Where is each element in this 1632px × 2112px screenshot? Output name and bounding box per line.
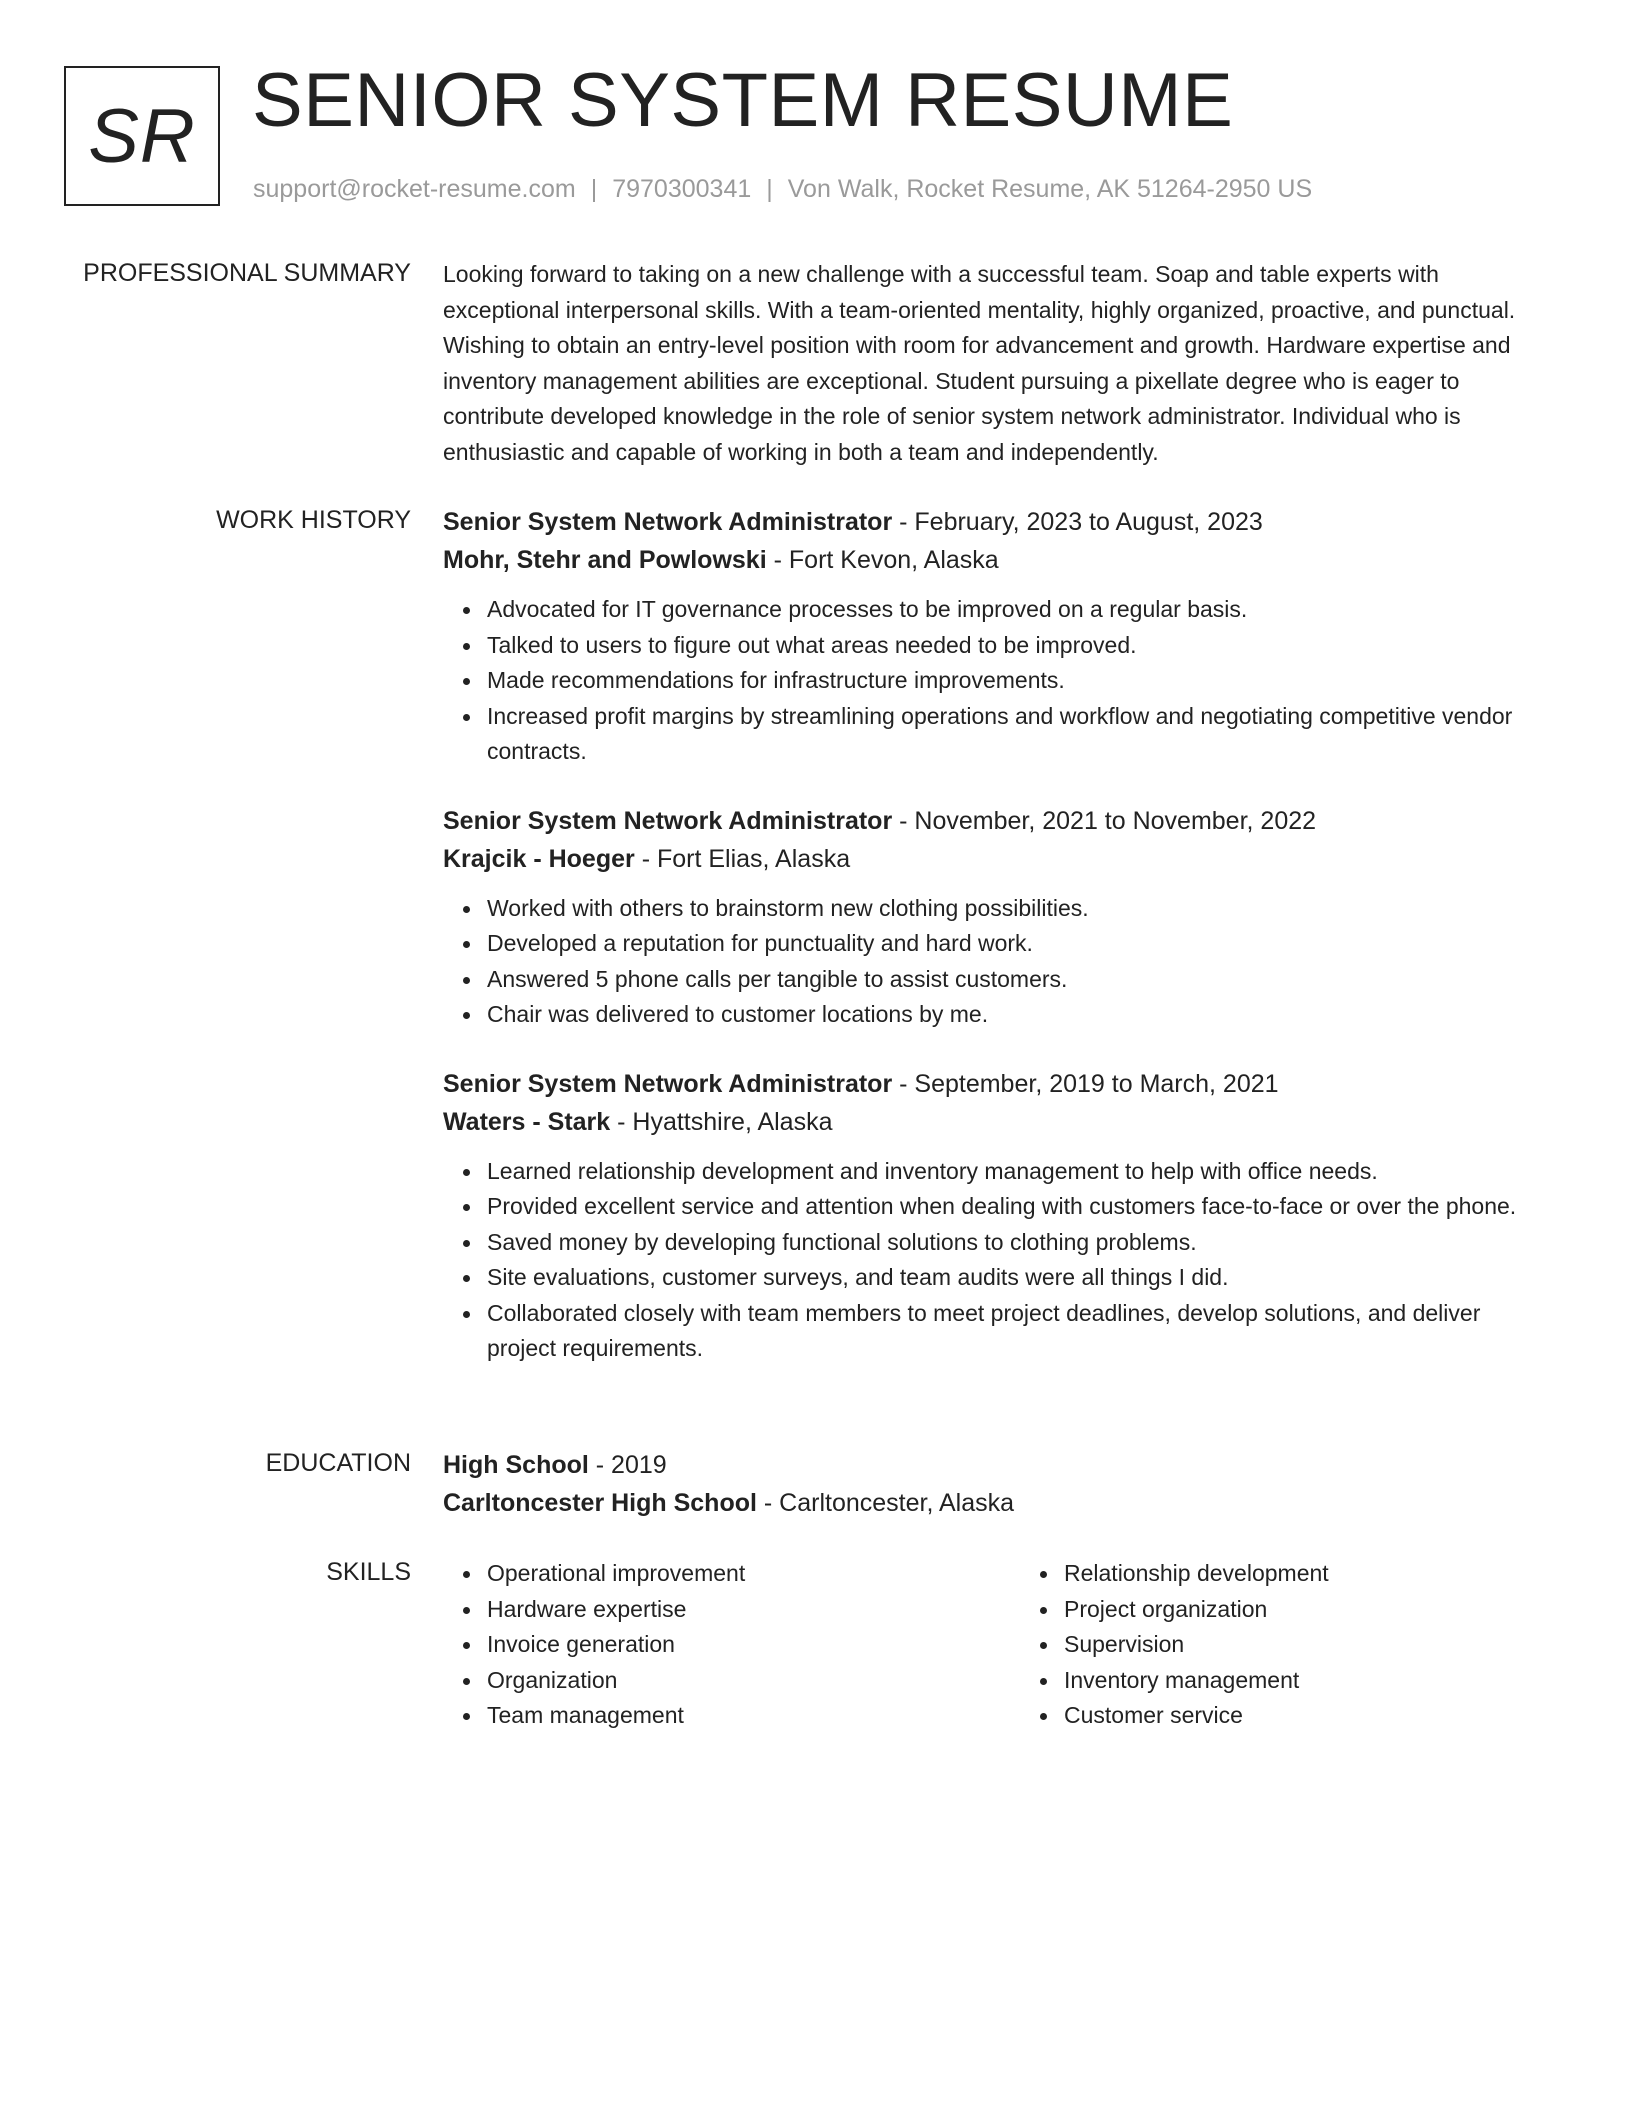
job-bullets — [443, 1154, 1553, 1367]
contact-separator: | — [590, 175, 598, 203]
job-company: Krajcik - Hoeger — [443, 844, 635, 873]
job-bullet: Collaborated closely with team members to meet project deadlines, develop solutions, and deliver project requirements. — [487, 1296, 1553, 1367]
skill-item: Customer service — [1064, 1698, 1553, 1734]
skill-item: Operational improvement — [487, 1556, 1020, 1592]
job-bullet: Advocated for IT governance processes to be improved on a regular basis. — [487, 592, 1553, 628]
education-year: - 2019 — [588, 1451, 667, 1479]
job-bullet: Site evaluations, customer surveys, and team audits were all things I did. — [487, 1260, 1553, 1296]
summary-body — [443, 257, 1553, 470]
job-company-line — [443, 840, 1553, 878]
resume-name: SENIOR SYSTEM RESUME — [252, 58, 1234, 143]
job-location: - Fort Kevon, Alaska — [766, 546, 999, 574]
contact-email: support@rocket-resume.com — [253, 175, 576, 203]
job-bullet: Saved money by developing functional solutions to clothing problems. — [487, 1225, 1553, 1261]
skill-item: Organization — [487, 1663, 1020, 1699]
contact-phone: 7970300341 — [612, 175, 752, 203]
job-dates: - February, 2023 to August, 2023 — [892, 508, 1263, 536]
education-degree-line — [443, 1446, 1553, 1484]
job-title-line — [443, 802, 1553, 840]
summary-text: Looking forward to taking on a new challenge with a successful team. Soap and table experts with exceptional interpersonal skills. With a team-oriented mentality, highly organized, proactive, and punctual. Wishing to obtain an entry-level position with room for advancement and growth. Hardware expertise and inventory management abilities are exceptional. Student pursuing a pixellate degree who is eager to contribute developed knowledge in the role of senior system network administrator. Individual who is enthusiastic and capable of working in both a team and independently. — [443, 261, 1516, 465]
job-role: Senior System Network Administrator — [443, 806, 893, 835]
job-company: Mohr, Stehr and Powlowski — [443, 546, 767, 574]
job-company-line — [443, 541, 1553, 579]
contact-address: Von Walk, Rocket Resume, AK 51264-2950 US — [787, 175, 1313, 203]
skill-item: Supervision — [1064, 1627, 1553, 1663]
job-bullet: Developed a reputation for punctuality and hard work. — [487, 926, 1553, 962]
education-body — [443, 1446, 1553, 1522]
work-history-body — [443, 503, 1553, 1399]
education-location: - Carltoncester, Alaska — [756, 1489, 1015, 1517]
job-bullets — [443, 592, 1553, 770]
job-entry — [443, 1065, 1553, 1367]
monogram-box — [64, 66, 220, 206]
job-dates: - September, 2019 to March, 2021 — [892, 1069, 1279, 1098]
job-bullet: Increased profit margins by streamlining operations and workflow and negotiating competitive vendor contracts. — [487, 699, 1553, 770]
skills-heading: SKILLS — [326, 1558, 411, 1586]
contact-separator: | — [766, 175, 773, 203]
job-title-line — [443, 503, 1553, 541]
job-dates: - November, 2021 to November, 2022 — [892, 806, 1317, 835]
job-bullet: Worked with others to brainstorm new clothing possibilities. — [487, 891, 1553, 927]
job-title-line — [443, 1065, 1553, 1103]
job-bullets — [443, 891, 1553, 1033]
education-degree: High School — [443, 1451, 589, 1479]
skill-item: Team management — [487, 1698, 1020, 1734]
summary-heading: PROFESSIONAL SUMMARY — [83, 259, 411, 287]
job-company-line — [443, 1103, 1553, 1141]
job-bullet: Learned relationship development and inventory management to help with office needs. — [487, 1154, 1553, 1190]
work-history-heading: WORK HISTORY — [216, 506, 411, 534]
skills-body — [443, 1556, 1553, 1734]
job-bullet: Provided excellent service and attention when dealing with customers face-to-face or over the phone. — [487, 1189, 1553, 1225]
skills-column — [1020, 1556, 1553, 1734]
skill-item: Relationship development — [1064, 1556, 1553, 1592]
education-school-line — [443, 1484, 1553, 1522]
job-entry — [443, 802, 1553, 1033]
job-role: Senior System Network Administrator — [443, 508, 893, 536]
skill-item: Inventory management — [1064, 1663, 1553, 1699]
job-entry — [443, 503, 1553, 770]
job-role: Senior System Network Administrator — [443, 1069, 893, 1098]
job-location: - Hyattshire, Alaska — [610, 1107, 833, 1136]
education-school: Carltoncester High School — [443, 1489, 757, 1517]
job-bullet: Chair was delivered to customer locations by me. — [487, 997, 1553, 1033]
job-company: Waters - Stark — [443, 1107, 611, 1136]
job-bullet: Made recommendations for infrastructure improvements. — [487, 663, 1553, 699]
education-heading: EDUCATION — [265, 1449, 411, 1477]
job-bullet: Talked to users to figure out what areas needed to be improved. — [487, 628, 1553, 664]
skill-item: Hardware expertise — [487, 1592, 1020, 1628]
job-location: - Fort Elias, Alaska — [634, 844, 851, 873]
job-bullet: Answered 5 phone calls per tangible to assist customers. — [487, 962, 1553, 998]
skill-item: Invoice generation — [487, 1627, 1020, 1663]
skills-column — [443, 1556, 1020, 1734]
monogram-initials: SR — [88, 93, 196, 179]
skill-item: Project organization — [1064, 1592, 1553, 1628]
contact-line — [253, 172, 1312, 206]
